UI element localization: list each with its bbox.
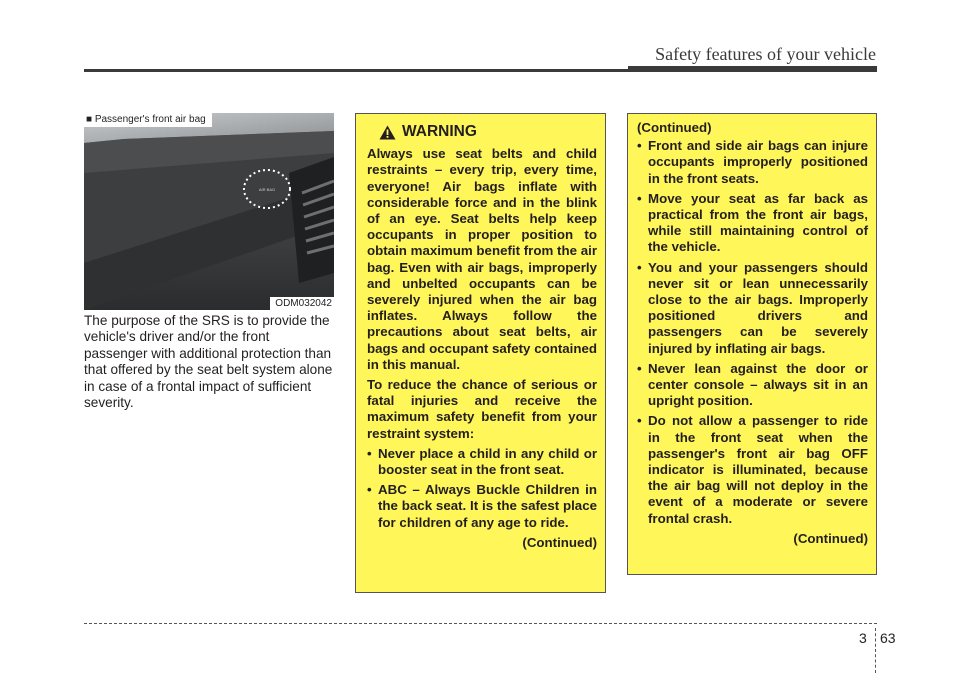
warning-triangle-icon (379, 125, 396, 140)
footer-rule (84, 623, 877, 624)
airbag-photo (84, 113, 334, 310)
continued-bullet: • Do not allow a passenger to ride in the front seat when the passenger's front air bag OFF indicator is illuminated, because the air bag will not deploy in the event of a moderate or severe frontal crash. (637, 413, 868, 526)
warning-bullet: • ABC – Always Buckle Children in the back seat. It is the safest place for children of any age to ride. (367, 482, 597, 531)
warning-continued: (Continued) (522, 534, 597, 550)
continued-bullet: • Never lean against the door or center console – always sit in an upright position. (637, 361, 868, 410)
warning-paragraph-1: Always use seat belts and child restraints – every trip, every time, everyone! Air bags inflate with considerable force and in the blink of an eye. Seat belts help keep occupants in proper position to obtain maximum benefit from the air bag. Even with air bags, improperly and unbelted occupants can be severely injured when the air bag inflates. Always follow the precautions about seat belts, air bags and occupant safety contained in this manual. (367, 146, 597, 372)
continued-top: (Continued) (637, 120, 712, 135)
footer-divider (875, 628, 876, 673)
warning-paragraph-2: To reduce the chance of serious or fatal injuries and receive the maximum safety benefit from your restraint system: (367, 377, 597, 441)
continued-bottom: (Continued) (793, 530, 868, 546)
header-rule-accent (628, 66, 877, 72)
page-section: 3 (859, 630, 867, 646)
dashboard-illustration (84, 113, 334, 310)
continued-bullet: • Front and side air bags can injure occupants improperly positioned in the front seats. (637, 138, 868, 187)
continued-bullet-list (637, 138, 868, 527)
photo-code: ODM032042 (270, 297, 334, 310)
page-number: 63 (880, 630, 896, 646)
warning-box (355, 113, 606, 593)
warning-title: WARNING (402, 123, 477, 140)
body-text: The purpose of the SRS is to provide the vehicle's driver and/or the front passenger with additional protection than that offered by the seat belt system alone in case of a frontal impact of sufficient severity. (84, 313, 333, 411)
airbag-label: AIR BAG (258, 187, 276, 192)
header-title: Safety features of your vehicle (655, 44, 876, 64)
continued-warning-box (627, 113, 877, 575)
warning-bullet-list (367, 446, 597, 531)
continued-bullet: • You and your passengers should never sit or lean unnecessarily close to the air bags. Improperly positioned drivers and passengers can be severely injured by inflating air bags. (637, 260, 868, 357)
warning-bullet: • Never place a child in any child or booster seat in the front seat. (367, 446, 597, 478)
warning-header (379, 124, 597, 140)
photo-caption: ■ Passenger's front air bag (84, 113, 212, 127)
photo-caption-text: Passenger's front air bag (94, 114, 206, 125)
continued-bullet: • Move your seat as far back as practical from the front air bags, while still maintaining control of the vehicle. (637, 191, 868, 256)
